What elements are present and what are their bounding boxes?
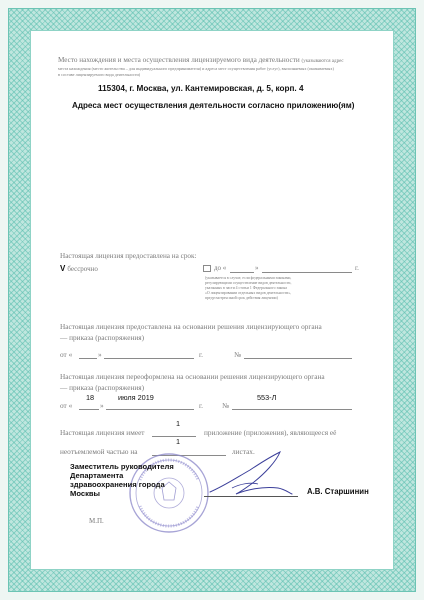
reissue-label-1: Настоящая лицензия переоформлена на основании решения лицензирующего органа (60, 372, 325, 381)
reissue-month: июля 2019 (118, 393, 154, 402)
appendix-label-1: Настоящая лицензия имеет (60, 428, 145, 437)
issue-label-2: — приказа (распоряжения) (60, 333, 145, 342)
term-until-checkbox (203, 265, 211, 272)
term-note-3: указанных в части 4 статьи 1 Федерального закона (205, 286, 287, 290)
handwritten-signature (206, 448, 296, 500)
term-until-mid: » (255, 264, 259, 272)
signer-position-2: Департамента (70, 471, 124, 480)
signer-position-4: Москвы (70, 489, 101, 498)
term-note-1: (указывается в случае, если федеральными законами, (205, 276, 292, 280)
term-note-4: «О лицензировании отдельных видов деятельности», (205, 291, 292, 295)
reissue-label-2: — приказа (распоряжения) (60, 383, 145, 392)
issue-month-line (104, 358, 194, 359)
reissue-number-label: № (222, 401, 229, 410)
term-label: Настоящая лицензия предоставлена на срок: (60, 252, 197, 260)
place-note-2: места нахождения (место жительства – для индивидуального предпринимателя) и адреса мест осуществления работ (услуг), выполняемых (оказываемых) (58, 66, 334, 71)
reissue-from-mid: » (100, 401, 104, 410)
address: 115304, г. Москва, ул. Кантемировская, д. 5, корп. 4 (98, 84, 304, 93)
issue-label-1: Настоящая лицензия предоставлена на основании решения лицензирующего органа (60, 322, 322, 331)
term-note-5: предусмотрен иной срок действия лицензии) (205, 296, 278, 300)
place-label-line (58, 56, 344, 64)
appendix-label-2: приложение (приложения), являющееся её (204, 428, 337, 437)
place-label: Место нахождения и места осуществления лицензируемого вида деятельности (58, 56, 300, 64)
signer-position-3: здравоохранения города (70, 480, 165, 489)
reissue-year-suffix: г. (199, 401, 203, 410)
check-mark: V (60, 264, 66, 273)
seal-label: М.П. (89, 517, 104, 525)
reissue-month-line (106, 409, 194, 410)
term-note-2: регулирующими осуществление видов деятельности, (205, 281, 292, 285)
reissue-number: 553-Л (257, 393, 277, 402)
issue-day-line (79, 358, 97, 359)
reissue-number-line (232, 409, 352, 410)
reissue-day-line (79, 409, 99, 410)
activity-places: Адреса мест осуществления деятельности согласно приложению(ям) (72, 101, 355, 110)
appendix-count: 1 (176, 419, 181, 428)
appendix-label-3: неотъемлемой частью на (60, 447, 138, 456)
term-indefinite: бессрочно (67, 265, 98, 273)
term-until-label: до « (214, 264, 227, 272)
term-month-line (262, 272, 352, 273)
issue-year-suffix: г. (199, 350, 203, 359)
issue-number-label: № (234, 350, 241, 359)
reissue-day: 18 (86, 393, 95, 402)
signer-name: А.В. Старшинин (307, 487, 369, 496)
place-note-1: (указываются адрес (301, 59, 344, 64)
appendix-sheets: 1 (176, 437, 181, 446)
appendix-count-line (152, 436, 196, 437)
appendix-label-4: листах. (232, 447, 255, 456)
issue-from-label: от « (60, 350, 73, 359)
signer-position-1: Заместитель руководителя (70, 462, 174, 471)
term-year-suffix: г. (355, 264, 359, 272)
term-day-line (230, 272, 254, 273)
issue-from-mid: » (98, 350, 102, 359)
reissue-from-label: от « (60, 401, 73, 410)
issue-number-line (244, 358, 352, 359)
place-note-3: в составе лицензируемого вида деятельности) (58, 72, 141, 77)
term-indefinite-row (60, 264, 98, 273)
